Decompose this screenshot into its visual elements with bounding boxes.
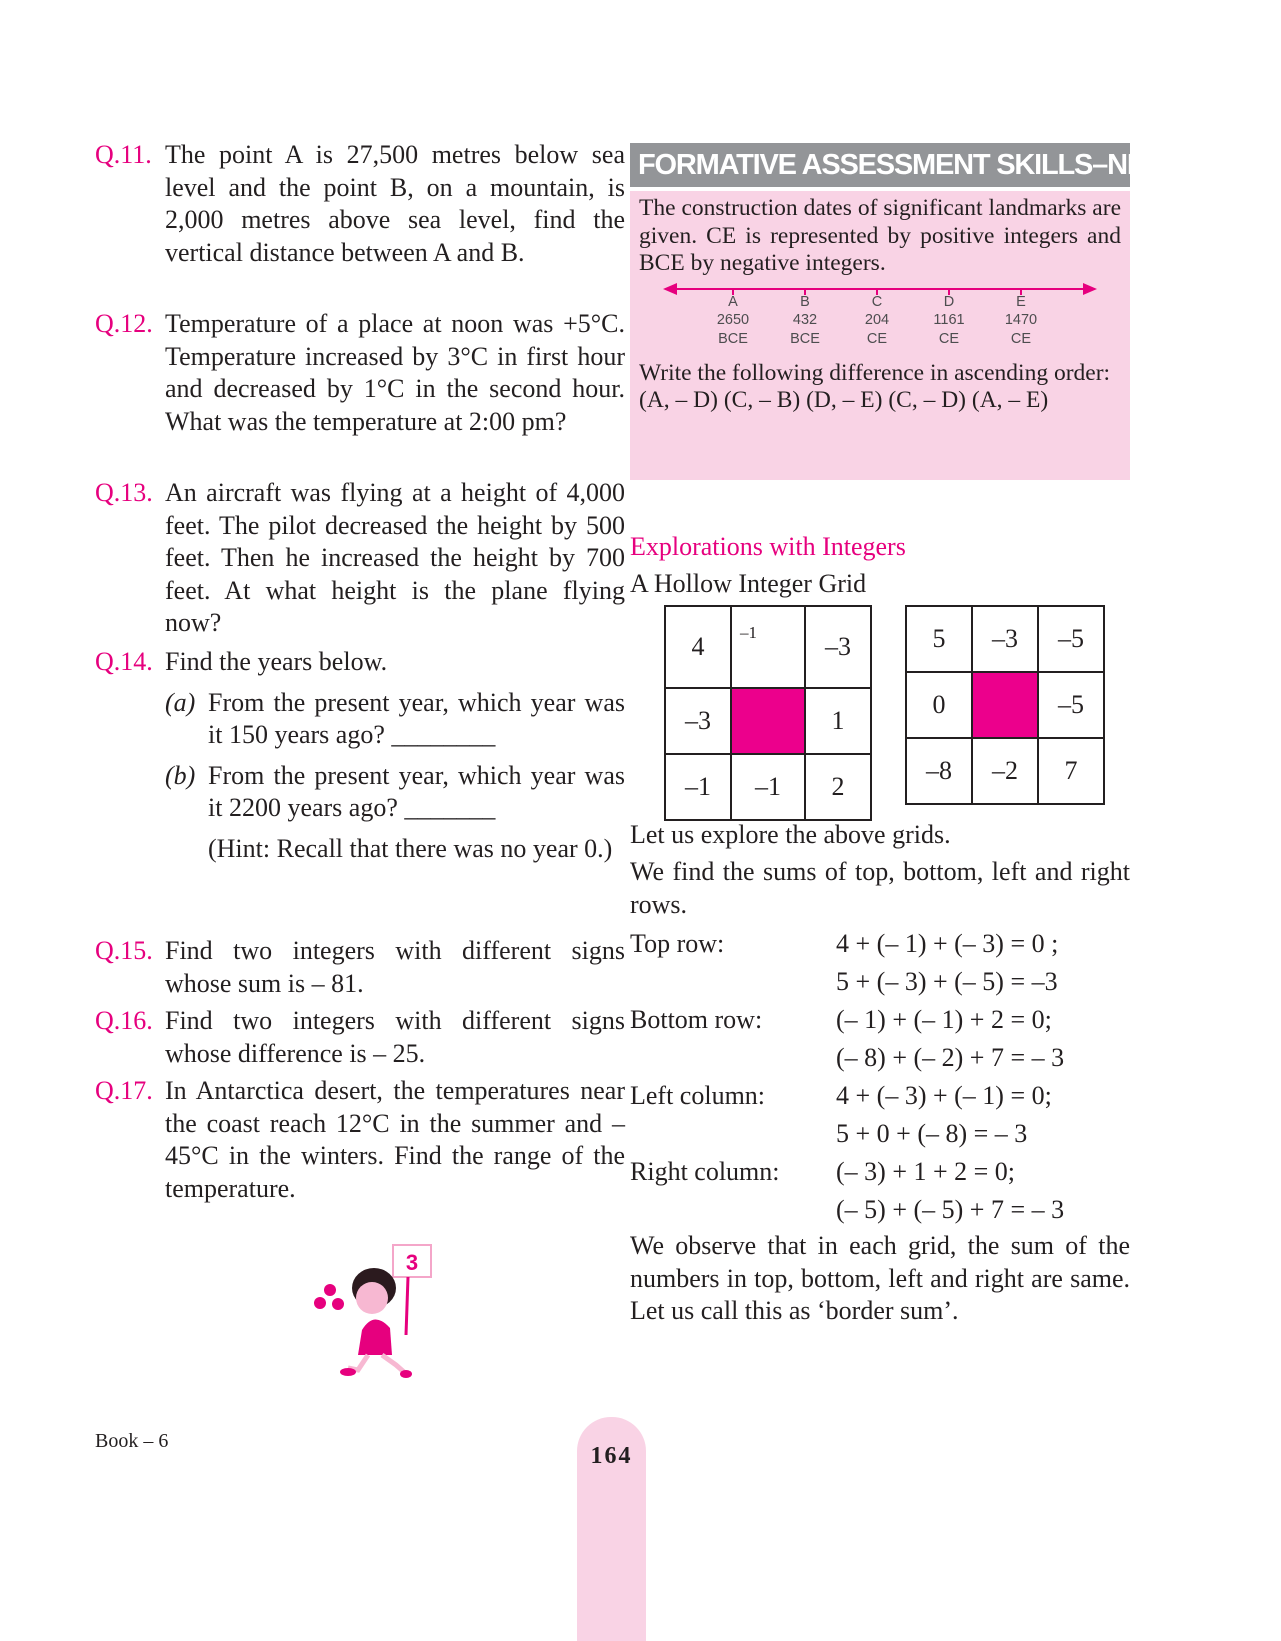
formative-intro: The construction dates of significant landmarks are given. CE is represented by positive integers and BCE by negative integers. [639,195,1121,276]
question-11 [95,139,625,269]
grid-cell: 7 [1038,738,1104,804]
grid-cell: –2 [972,738,1038,804]
explore-paragraph: Let us explore the above grids. [630,820,951,849]
question-text: The point A is 27,500 metres below sea level and the point B, on a mountain, is 2,000 metres above sea level, find the vertical distance between A and B. [165,140,625,267]
sum-label: Left column: [630,1081,766,1110]
grid-cell: 2 [805,754,871,820]
explorations-heading: Explorations with Integers [630,532,906,561]
point-era: CE [866,330,888,347]
sum-equation: (– 3) + 1 + 2 = 0; [836,1157,1016,1186]
question-17 [95,1075,625,1205]
grid-cell: 0 [906,672,972,738]
question-text: Find two integers with different signs whose difference is – 25. [165,1006,625,1068]
sum-equation: (– 5) + (– 5) + 7 = – 3 [836,1195,1065,1224]
hollow-grid-1 [664,605,872,821]
left-arrow-icon [663,283,677,295]
question-12 [95,308,625,438]
question-15 [95,935,625,1000]
question-number: Q.14. [95,647,153,676]
point-year: 204 [864,312,890,328]
sign-number: 3 [405,1250,419,1275]
point-label: C [871,293,883,310]
question-13 [95,477,625,640]
grid-cell: –5 [1038,606,1104,672]
question-part-b [165,760,625,825]
question-part-a [165,687,625,752]
sum-label: Right column: [630,1157,780,1186]
grid-hollow-center [972,672,1038,738]
question-number: Q.13. [95,478,153,507]
grid-cell: –3 [665,688,731,754]
sum-equation: 4 + (– 1) + (– 3) = 0 ; [836,929,1059,958]
point-year: 1161 [933,312,965,328]
point-label: B [800,293,810,310]
part-label: (a) [165,687,196,717]
point-era: CE [1010,330,1032,347]
sum-equation: (– 1) + (– 1) + 2 = 0; [836,1005,1052,1034]
grid-cell: 5 [906,606,972,672]
sums-paragraph: We find the sums of top, bottom, left and right rows. [630,857,1130,919]
hollow-grid-2 [905,605,1105,805]
grid-cell: –8 [906,738,972,804]
point-year: 1470 [1004,312,1038,328]
grid-cell: 1 [805,688,871,754]
hint-text: (Hint: Recall that there was no year 0.) [208,833,613,863]
question-14 [95,646,625,865]
grid-cell: –1 [665,754,731,820]
question-text: In Antarctica desert, the temperatures near the coast reach 12°C in the summer and – 45°C in the winters. Find the range of the temperature. [165,1076,625,1203]
point-label: A [728,293,738,310]
question-text: Find the years below. [165,647,388,676]
grid-cell: 4 [665,606,731,688]
formative-assessment-box [630,191,1130,480]
point-era: BCE [790,330,820,347]
grid-cell: –3 [805,606,871,688]
page-number: 164 [577,1417,646,1641]
question-number: Q.11. [95,140,152,169]
question-16 [95,1005,625,1070]
girl-with-sign-illustration [308,1240,433,1380]
formative-task: Write the following difference in ascending order: [639,359,1111,386]
grid-hollow-center [731,688,805,754]
timeline-number-line [639,284,1121,354]
question-number: Q.12. [95,309,153,338]
question-text: An aircraft was flying at a height of 4,000 feet. The pilot decreased the height by 500 feet. Then he increased the height by 700 feet. At what height is the plane flying now? [165,478,625,637]
timeline-point-d [919,288,979,349]
question-text: Find two integers with different signs whose sum is – 81. [165,936,625,998]
conclusion-paragraph: We observe that in each grid, the sum of the numbers in top, bottom, left and right are same. Let us call this as ‘border sum’. [630,1231,1130,1325]
sum-equation: 5 + (– 3) + (– 5) = –3 [836,967,1058,996]
explorations-subheading: A Hollow Integer Grid [630,569,867,598]
point-era: CE [938,330,960,347]
formative-assessment-title: FORMATIVE ASSESSMENT SKILLS–NEP 2020 [630,143,1130,187]
sum-equation: 4 + (– 3) + (– 1) = 0; [836,1081,1052,1110]
point-year: 432 [792,312,818,328]
book-label: Book – 6 [95,1430,169,1452]
part-label: (b) [165,760,196,790]
sum-label: Bottom row: [630,1005,763,1034]
part-text: From the present year, which year was it 2200 years ago? _______ [208,760,625,822]
grid-cell: –1 [731,754,805,820]
question-number: Q.17. [95,1076,153,1105]
point-label: E [1016,293,1026,310]
sum-equation: (– 8) + (– 2) + 7 = – 3 [836,1043,1065,1072]
question-number: Q.15. [95,936,153,965]
right-arrow-icon [1083,283,1097,295]
point-year: 2650 [716,312,750,328]
point-era: BCE [718,330,748,347]
sum-equation: 5 + 0 + (– 8) = – 3 [836,1119,1028,1148]
grid-cell: –1 [731,606,805,688]
timeline-point-e [991,288,1051,349]
point-label: D [943,293,955,310]
question-number: Q.16. [95,1006,153,1035]
timeline-point-b [775,288,835,349]
part-text: From the present year, which year was it 150 years ago? ________ [208,687,625,749]
sum-label: Top row: [630,929,725,958]
timeline-point-c [847,288,907,349]
question-text: Temperature of a place at noon was +5°C. Temperature increased by 3°C in first hour and decreased by 1°C in the second hour. What was the temperature at 2:00 pm? [165,309,625,436]
grid-cell: –5 [1038,672,1104,738]
timeline-point-a [703,288,763,349]
grid-cell: –3 [972,606,1038,672]
formative-pairs: (A, – D) (C, – B) (D, – E) (C, – D) (A, – E) [639,387,1049,413]
